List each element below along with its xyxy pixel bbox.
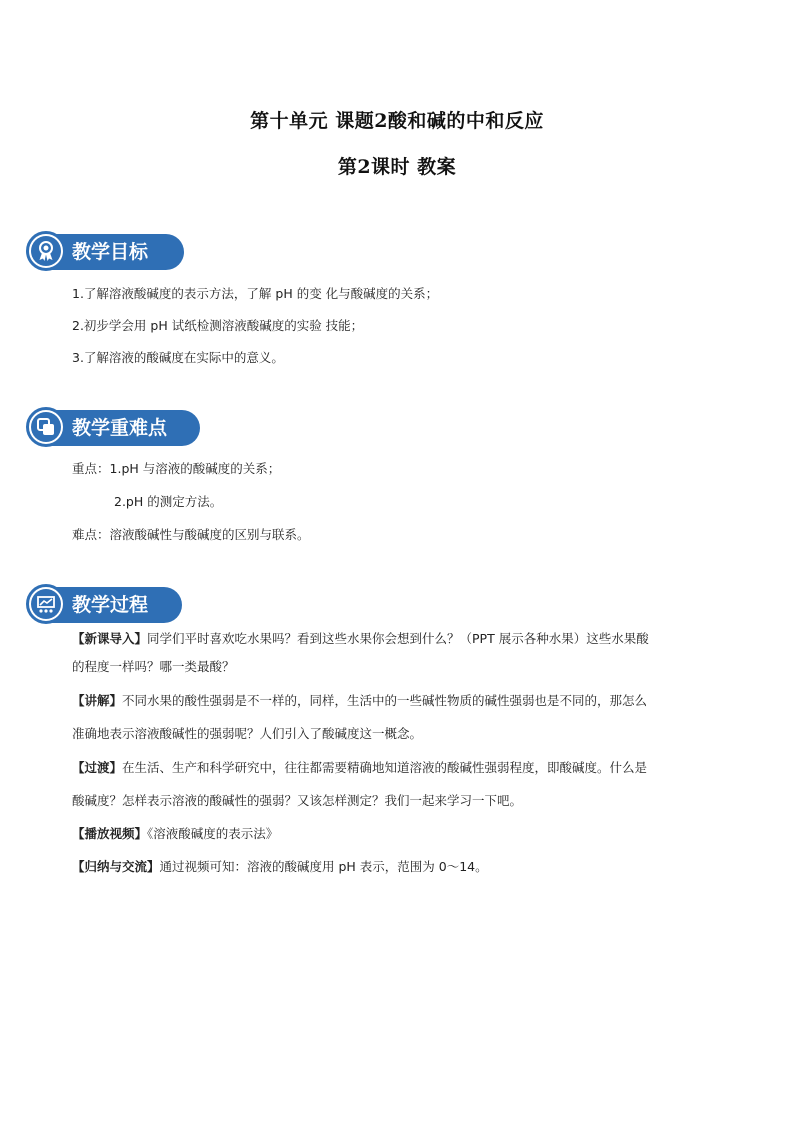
key-item-2: 2.pH 的测定方法。 xyxy=(114,494,223,509)
process-para-3-line-1 xyxy=(72,758,647,776)
process-para-1-line-2: 的程度一样吗？哪一类最酸？ xyxy=(72,659,235,674)
process-para-1-line-1 xyxy=(72,629,649,647)
process-para-5 xyxy=(72,857,488,875)
key-label: 重点： xyxy=(72,461,110,476)
process-para-2-line-1 xyxy=(72,691,647,709)
key-point-line-1 xyxy=(72,459,280,477)
award-ribbon-icon xyxy=(26,231,66,271)
document-title: 第十单元 课题2酸和碱的中和反应 xyxy=(250,110,544,132)
process-para-3-line-2: 酸碱度？怎样表示溶液的酸碱性的强弱？又该怎样测定？我们一起来学习一下吧。 xyxy=(72,793,523,808)
difficulty-label: 难点： xyxy=(72,527,110,542)
difficulty-line xyxy=(72,525,310,543)
presentation-chart-icon xyxy=(26,584,66,624)
goal-item-3: 3.了解溶液的酸碱度在实际中的意义。 xyxy=(72,350,284,365)
process-text: 不同水果的酸性强弱是不一样的，同样，生活中的一些碱性物质的碱性强弱也是不同的，那怎么 xyxy=(122,693,648,708)
process-text: 在生活、生产和科学研究中，往往都需要精确地知道溶液的酸碱性强弱程度，即酸碱度。什么是 xyxy=(122,760,648,775)
section-heading-process: 教学过程 xyxy=(42,587,182,623)
process-text: 《溶液酸碱度的表示法》 xyxy=(147,826,279,841)
process-tag-explain: 【讲解】 xyxy=(72,693,123,708)
section-heading-goals: 教学目标 xyxy=(42,234,184,270)
process-para-2-line-2: 准确地表示溶液酸碱性的强弱呢？人们引入了酸碱度这一概念。 xyxy=(72,726,423,741)
process-tag-video: 【播放视频】 xyxy=(72,826,148,841)
process-tag-summary: 【归纳与交流】 xyxy=(72,859,160,874)
process-tag-transition: 【过渡】 xyxy=(72,760,123,775)
difficulty-text: 溶液酸碱性与酸碱度的区别与联系。 xyxy=(109,527,310,542)
section-heading-keypoints: 教学重难点 xyxy=(42,410,200,446)
process-para-4 xyxy=(72,824,278,842)
goal-item-1: 1.了解溶液酸碱度的表示方法，了解 pH 的变 化与酸碱度的关系； xyxy=(72,286,439,301)
key-item-1: 1.pH 与溶液的酸碱度的关系； xyxy=(109,461,281,476)
stacked-cards-icon xyxy=(26,407,66,447)
process-text: 同学们平时喜欢吃水果吗？看到这些水果你会想到什么？（PPT 展示各种水果）这些水果酸 xyxy=(147,631,649,646)
document-subtitle: 第2课时 教案 xyxy=(337,156,457,178)
goal-item-2: 2.初步学会用 pH 试纸检测溶液酸碱度的实验 技能； xyxy=(72,318,364,333)
process-text: 通过视频可知：溶液的酸碱度用 pH 表示，范围为 0～14。 xyxy=(159,859,488,874)
process-tag-intro: 【新课导入】 xyxy=(72,631,148,646)
